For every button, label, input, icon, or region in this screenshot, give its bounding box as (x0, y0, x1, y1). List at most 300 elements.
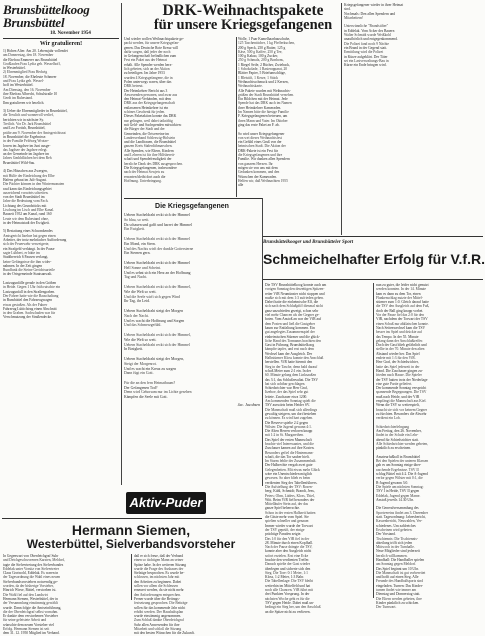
text-line: Kinder pünktlich zu schicken. (376, 600, 420, 605)
text-line: entlassenen Heimkehrer ist ein (124, 105, 169, 110)
text-line: verdient ein Lob. (376, 416, 401, 421)
hermann-col1-text (3, 554, 129, 636)
text-line: reiter VfR Neumünster nicht stoppen und (265, 291, 325, 296)
masthead (3, 3, 113, 29)
text-line: sofort erzielen. Erst eine Ecke (265, 553, 309, 558)
text-line: 60. Minute gelang dem Linksaußen (265, 373, 317, 378)
text-line: in der Ortsgemeinde Staatsanwalt. (3, 272, 53, 277)
text-line: doch der Ball ging knapp vorbei. (376, 308, 424, 313)
text-line: mit 1:2 in St. Margarethen. (265, 433, 304, 438)
text-line: Itzehoe, der das Spiel sehr gut (265, 390, 309, 395)
drk-col1-text (124, 37, 234, 183)
text-line: boten. Vom Anstoß an war der VfR auf (265, 317, 322, 322)
text-line: Das 1:0 für den VfR fiel in der (265, 536, 310, 541)
text-line: schoß Meier zum 2:1 ein. In der (265, 368, 312, 373)
text-line: Verschmutzung der Straßendecke. (3, 315, 52, 320)
text-line: Da schauen und gafft und harret der Himmel (124, 222, 192, 227)
text-line: Und es wacht ein Kreuz zu sorgen (124, 366, 177, 371)
text-line: in der Heimatstadt der Ewigkeit. (3, 220, 50, 225)
text-line: VfR, nachdem der Torwart der TSV (376, 317, 428, 322)
text-line: Familie. Wir danken allen Spendern (238, 157, 290, 162)
section-rule (263, 279, 483, 280)
text-line: Die Generalversammlung des (376, 506, 419, 511)
drk-headline-2: für unsere Kriegsgefangenen (153, 17, 333, 33)
text-line: TSV I in Heide, TSV II gegen (376, 489, 420, 494)
text-line: den Arbeiten zu beginnen. Dabei (134, 579, 182, 584)
text-line: drei Punkten Vorsprung. In der (265, 592, 310, 597)
text-line: in Heide. Gegen 1 Uhr früh rutschte ein (3, 285, 61, 290)
text-line: in Kürze aufgeklärt. Der Täter (344, 54, 388, 59)
text-line: prächtige Paraden zeigte. (265, 532, 302, 537)
text-line: Witt. Beim VfR fiel besonders der (265, 497, 315, 502)
text-line: braucht sie sich vor keinem Gegner (376, 407, 427, 412)
text-line: Vor der Pause fiel das 2:0 für den (376, 313, 424, 318)
text-line: ihre Ehefrau Albrecht, Schulstraße 10 (3, 91, 58, 96)
sport-column-2 (376, 283, 483, 610)
drk-column-2 (238, 37, 338, 187)
text-line: den Heimat-Verbänden, mit dem (124, 97, 171, 102)
text-line: nach der Heimat Sowjets zu (124, 170, 165, 175)
text-line: Abstand wieder her. Das Spiel (376, 351, 420, 356)
text-line: worden, da der bisherige Vorsteher, (3, 584, 54, 589)
text-line: Leute wir dem Ruhestand ohne, (3, 216, 49, 221)
text-line: eingeladen. Turnen: Das Kinder- (376, 583, 424, 588)
text-line: liche Hand des Tormanns brachten den (265, 338, 321, 343)
text-line: der Versammlung einstimmig gewählt (3, 601, 58, 606)
text-line: Dabei hatte die einheimische Elf, die (265, 300, 319, 305)
text-line: 100 g Kakao, 100 g Zucker, (238, 54, 279, 59)
text-line: So wird unser Kriegsgefangener (238, 131, 285, 136)
text-line: genen. Das Deutsche Rote Kreuz will (124, 45, 179, 50)
text-line: DRK-Pakete ist ein Fest für (238, 148, 278, 153)
text-line: Kämpfen die Seele mit Gott. (124, 395, 168, 400)
text-line: von der Stadt Brunsbüttel im (3, 195, 45, 200)
text-line: herzlich willkommen. (376, 553, 408, 558)
text-line: Wenn die TSV so weiterspielt, (376, 403, 420, 408)
text-line: einheimischen Stürmer und die glück- (265, 334, 320, 339)
text-line: Treilich. Vor Dr. Jark Brunsbüttel (3, 122, 52, 127)
text-line: das Jagdsee der Jagdsee erlegt. (3, 147, 48, 152)
hermann-col2-text (134, 554, 260, 636)
text-line: sich der Feuerwehr verweigerte, (3, 242, 50, 247)
text-line: Hand. Die Zuschauer gingen zu- (376, 368, 423, 373)
text-line: dafür sorgen, daß jeder der noch (124, 49, 171, 54)
text-line: Claus Grotwohl, Eddelak. Es waren in (3, 571, 59, 576)
text-line: einen so tüchtigen Mann an seiner (134, 558, 184, 563)
text-line: Lischung im Lisch und Elbe Kanal. (3, 207, 55, 212)
text-line: Im Namen bitte die hiesige Familie (238, 110, 289, 115)
text-line: werden konnten. In der 14. Minute (376, 287, 427, 292)
text-line: das Tempo. In der 55. Minute (376, 334, 419, 339)
text-line: Spende hat das DRK auch im Namen (238, 101, 292, 106)
text-line: Flankenschlag nutzte der Mittel- (376, 295, 423, 300)
text-line: 3) Ueber die Ehrenmitglieder in Brunsbüttel, (3, 109, 68, 114)
text-line: gewaltig steigern, um dort bestehen (265, 411, 317, 416)
text-line: Ein Sternen gern. (124, 251, 151, 256)
text-line: Hermann Siemen, Westerbüttel, der in (3, 596, 58, 601)
text-line: Anwesenden personen, und zwar aus (124, 92, 178, 97)
text-line: Jahres Gmbhflächen bei dem Reh (3, 156, 52, 161)
text-line: Danach spielte der Gast wieder (265, 562, 310, 567)
text-line: für seine geleistete Arbeit und (3, 618, 47, 623)
text-line: Sielzüge besprochen. Es wurde be- (134, 571, 185, 576)
text-line: Anstoß jeweils 14.30 Uhr. (376, 497, 414, 502)
text-line: Uebern Stacheldraht reckt sich der Himmel (124, 260, 190, 265)
text-line: von ganzem Herzen. Ihr (238, 161, 273, 166)
text-line: empfängt die Mannschaft aus Kiel. (376, 399, 427, 404)
text-line: Uebern Stacheldraht reckt sich der Himmel (124, 342, 190, 347)
text-line: verlor gegen Wilster mit 0:1, die (376, 476, 423, 481)
text-line: 1 Bleistift, 1 Kerze, 1 Stück (238, 75, 279, 80)
text-line: Amateurfußball in Brunsbüttel (376, 454, 421, 459)
text-line: in Brunsbüttel die Ergebnisse. (3, 134, 47, 139)
text-line: und die Landfrauen, die Brunsbüttel (124, 140, 176, 145)
text-line: Am Dienstag, den 16. November (3, 87, 51, 92)
text-line: Die Eltern werden gebeten, ihre (376, 596, 422, 601)
text-line: weiterhin im Mittelfeld und hat (265, 583, 311, 588)
text-line: Uebern Stacheldraht steigt der Morgen (124, 308, 183, 313)
text-line: B-Jugend gewann 3:0. (376, 480, 409, 485)
text-line: Ihr Tag, ihr Leid. (124, 299, 150, 304)
text-line: Peters; Ohm, Lüders, Kloss, Thiel, (265, 493, 315, 498)
text-line: erneuert werden, da sie nicht mehr (134, 588, 184, 593)
text-line: die der Oberdeichgraf selbst vornahm. (3, 609, 59, 614)
text-line: und Deichgeschworenen Karsten, Meldorf, (3, 558, 65, 563)
text-line: heimischen Stadt. Die Aktion der (238, 144, 286, 149)
text-line: pünktlich zu erscheinen. (376, 446, 412, 451)
text-line: Für die an den fern Heimatbaum? (124, 380, 176, 385)
text-line: gelang dann der Anschlußtreffer. (376, 338, 424, 343)
hermann-headline-2: Westerbüttel, Sielverbandsvorsteher (26, 537, 236, 551)
text-line: unaufhörlich und entgegenkommend. (344, 37, 398, 42)
text-line: Der Fahrer hatte wie die Bauschaltung (3, 293, 59, 298)
column-divider (121, 3, 122, 485)
text-line: sind. (344, 7, 351, 12)
text-line: lich gebeten, sich an der Aktion (124, 67, 170, 72)
text-line: Uebern Stacheldraht steigt der Morgen, (124, 356, 184, 361)
text-line: lowen im Jagdsee im Juni ausge- (3, 143, 51, 148)
text-line: 1 Schokolade, 1 Rasierapparat, 20 (238, 67, 288, 72)
text-line: Er dankte dem verstorbenen Vorsteher (3, 614, 58, 619)
text-line: Wie die Welt so weit. (124, 337, 157, 342)
text-line: Lastzugunfall in den Straßengraben. (3, 289, 56, 294)
text-line: Eddelak, Jugend gegen Marne. (376, 493, 421, 498)
text-line: Walter Schmidt wurde Weißkohl (344, 33, 391, 38)
text-line: Ein Ewigkeit. (124, 227, 145, 232)
text-line: sagte Lübbert, er hätte im (3, 250, 40, 255)
text-line: festsetzung gesprochen. Die Beiträge (134, 601, 188, 606)
hermann-column-1 (3, 554, 129, 636)
text-line: überlegen und sicherte sich den (265, 566, 311, 571)
text-line: Uebern Stacheldraht reckt sich der Himmel, (124, 284, 191, 289)
text-line: ganzen Kreis Süderdithmarschen. (124, 144, 173, 149)
text-line: Dieses Paketaktion konnte das DRK (124, 114, 177, 119)
text-line: Der Halbrechte vergab zwei gute (265, 463, 313, 468)
text-line: die Bürger der Stadt und der (124, 127, 165, 132)
text-line: stürmer zum 1:0. Gleich darauf hatte (376, 300, 429, 305)
text-line: Wie die Welt so weit. (124, 289, 157, 294)
text-line: Nach der Pause drängte die TSV, (265, 545, 313, 550)
text-line: die Kriegsgefangenen und ihre (238, 153, 283, 158)
text-line: schaft und Spendefreudigkeit der (124, 157, 172, 162)
text-line: Die TSV Brunsbüttelkoog konnte auch am (265, 283, 327, 287)
text-line: Das Spiel beginnt um 10 Uhr. (376, 566, 419, 571)
text-line: einen Schuß nur abklatschen konnte. (376, 321, 429, 326)
text-line: Freunde des Handballsports sind (376, 579, 424, 584)
text-line: Kloss, 1:2 Meier, 1:3 Bahr. (265, 575, 304, 580)
text-line: Blätter Papier, 5 Briefumschläge, (238, 71, 286, 76)
text-line: Rundfunk die Steine Gerichtsurteile (3, 268, 55, 273)
text-line: Landesverband Schleswig-Holstein (124, 135, 175, 140)
text-line: Schiedsrichter war Herr Graf, (265, 386, 308, 391)
text-line: Gast in Führung. Brunsbüttelkoog (265, 343, 315, 348)
text-line: Arbeiter, der trotz mehrfacher Aufforderung (3, 238, 67, 243)
text-line: Hell Sonne und Scheint. (124, 265, 161, 270)
text-line: Gelegenheiten. Mit etwas mehr Glück (265, 467, 320, 472)
text-line: mußte sich mit dem 1:3 zufrieden geben. (265, 295, 324, 300)
text-line: Alle Pakete wurden mit Weihnachts- (238, 88, 291, 93)
text-line: Sieg. Die Tore: 0:1 Meier, 1:1 (265, 570, 308, 575)
text-line: Käse, 500 g Kaffee, 250 g Tee, (238, 49, 283, 54)
ad-text: Aktiv-Puder (129, 495, 203, 510)
text-line: Das Spiel der ersten Mannschaft (265, 437, 312, 442)
text-line: Und die Seele wirft sich gegen Wind (124, 294, 180, 299)
text-line: den Anforderungen entsprechen. (134, 592, 181, 597)
section-rule (263, 236, 483, 237)
text-line: Brunsbüttel Wild-Sau. (3, 160, 36, 165)
text-line: Suhr allen Anwesenden für ihre (134, 622, 180, 627)
text-line: Mitarbeit und schloß die Sitzung (134, 627, 182, 632)
text-line: Die Pächter können in den Wintermonaten (3, 182, 65, 187)
hermann-headline (2, 523, 260, 551)
text-line: ganze Spiel beherrschte. (265, 506, 301, 511)
text-line: hat sich achtbar geschlagen. (265, 381, 306, 386)
text-line: Kassenbericht, Neuwahlen, Ver- (376, 519, 423, 524)
text-line: frieden nach Hause. Die Spieler (376, 373, 422, 378)
text-line: Großlaufen Frau Lydia geb. Wesselhoff, (3, 61, 61, 66)
text-line: Amtsgericht Itzehoe hat gegen einen (3, 233, 56, 238)
text-line: nächsten Woche geht es für die (265, 596, 310, 601)
text-line: wurde einstimmig angenommen. (134, 614, 182, 619)
text-line: daß er sich freue, daß der Verband (134, 554, 184, 558)
text-line: Hoffnung. Unterbringung. (124, 178, 162, 183)
text-line: TSV gegen Heide. Dabei muß un- (265, 600, 315, 605)
text-line: turnen findet wie immer am (376, 588, 417, 593)
text-line: hoff im Westerbüttel. (3, 83, 34, 88)
text-line: ganz unzufrieden gezeigt, schon sehr (265, 308, 319, 313)
text-line: und Lehrern ist für ihre Hilfsbereit- (124, 153, 175, 158)
text-line: Sieg in der Tasche, denn bald darauf (265, 364, 318, 369)
hermann-headline-1: Hermann Siemen, (71, 522, 191, 538)
text-line: konnte aber den Ausgleich nicht (265, 549, 312, 554)
text-line: hatte das Spiel jederzeit in der (376, 364, 420, 369)
drk-headline (146, 3, 340, 33)
text-line: nun zu guter, die leider nicht genutzt (376, 283, 429, 287)
text-line: 250 g Schmalz, 200 g Bonbons, (238, 58, 284, 63)
sport-headline: Schmeichelhafter Erfolg für V.f.R. (263, 251, 485, 267)
column-divider (341, 3, 342, 235)
text-line: Gedanken kommen, und den (238, 170, 280, 175)
text-line: Fahrzeug Lüttichtrag einen Abschnitt (3, 306, 57, 311)
text-line: nahmen. In der Zeit gingen (3, 263, 43, 268)
text-line: schönes Geschenk für jeden. (124, 110, 166, 115)
masthead-date: 18. November 1954 (50, 31, 91, 36)
text-line: am Donnerstag, den 18. November (3, 53, 54, 58)
text-line: Die Alten Herren verloren knapp (265, 429, 313, 434)
drk-column-1 (124, 37, 234, 183)
sport-col2-text (376, 283, 483, 610)
text-line: sollen vor allem die Schleusen (134, 584, 178, 589)
text-line: Bauzeit 1952 am Kanal, rund 160 (3, 212, 52, 217)
text-line: sich nach dem Schlußpfiff diesmal nicht (265, 304, 323, 309)
text-line: der TSV hatten trotz der Niederlage (376, 377, 428, 382)
text-line: Alle Spenden, wie Eltern, Kindern (124, 148, 174, 153)
text-line: abteilung trifft sich jeden (376, 540, 413, 545)
text-line: Immer wieder wurde der Torwart (265, 523, 313, 528)
text-line: statt. Tagesordnung: Jahresbericht, (376, 515, 426, 520)
text-line: Am kommenden Sonntag spielt die (265, 399, 316, 404)
text-line: Wechsel kam der Ausgleich. Der (265, 351, 313, 356)
text-line: dem 31. 12. 1950 Mitglied im Verband. (3, 631, 60, 636)
text-line: Uebern Stacheldraht reckt sich der Himmel (124, 236, 190, 241)
text-line: abend für Schiedsrichter statt. (376, 437, 419, 442)
text-line: Sielverbandsvorstehers notwendig ge- (3, 579, 58, 584)
text-line: raschende Ergebnisse. TSV II (376, 467, 419, 472)
text-line: Die Tabellenlage: Die TSV bleibt (265, 579, 314, 584)
text-line: berichten wir in nächster Sy. (3, 117, 44, 122)
text-line: Neue Mitglieder sind jederzeit (376, 549, 420, 554)
text-line: Der kommende Sonntag verspricht (376, 386, 427, 391)
text-line: DRK aus der Kriegsgefangenschaft (124, 101, 175, 106)
text-line: Mittwoch in der Turnhalle. (376, 545, 415, 550)
text-line: stellte in der 70. Minute den alten (376, 347, 425, 352)
text-line: ging das erste Paket an F. ab. (238, 122, 280, 127)
sport-column-1 (265, 283, 371, 614)
sport-kicker: Brunsbüttelkooger und Brunsbütteler Sport (263, 240, 354, 245)
text-line: Spitze habe. In der weiteren Sitzung (134, 562, 187, 567)
text-line: und Frau Lydia geb. Wessel- (3, 79, 45, 84)
text-line: Mittelläufer Stein auf, der das (265, 502, 309, 507)
text-line: 4) Das Häuschen aus Zwergen, (3, 169, 48, 174)
text-line: Weihnachtskarte. (238, 84, 263, 89)
text-line: Und wieder wollen Weihnachtspakete ge- (124, 37, 184, 41)
text-line: kaum zur Entfaltung kommen. Ein (265, 325, 315, 330)
text-line: So blau, so weit. (124, 217, 150, 222)
text-line: Bei den Spielen der unteren Klassen (376, 459, 429, 464)
text-line: etwas gestoßen. Als der Fahrer (3, 302, 48, 307)
text-line: am Sonntag gegen Meldorf. (376, 562, 417, 567)
text-line: Ihm gratulieren wir herzlich. (3, 100, 45, 105)
section-rule (124, 198, 262, 199)
text-line: Erscheinen wird gebeten. (376, 527, 413, 532)
text-line: 2) Ehrenmitglied Frau Hedwig (3, 70, 48, 75)
text-line: an die Spitze nicht zu verlieren. (265, 609, 311, 614)
text-line: Handball: Die Handballer spielen (376, 558, 425, 562)
text-line: brachte den verdienten Treffer. (265, 558, 310, 562)
right-top-text (344, 3, 482, 67)
text-line: Der Gefangenen Tod? (124, 385, 158, 390)
text-line: besser ins Spiel und drückte auf (376, 330, 422, 335)
text-line: Und es wacht die Hoffnung und Sorgen (124, 318, 185, 323)
text-line: Mitarbeitern! (344, 15, 364, 20)
text-line: erhöht werden. Der Haushaltsplan (134, 609, 184, 614)
text-line: 28. Minute durch einen Kopfball. (265, 540, 314, 545)
aktiv-puder-ad (126, 492, 206, 514)
text-line: Zuschauer kamen auf ihre Kosten. (265, 446, 315, 451)
text-line: Die Mannschaft ist gut vorbereitet (376, 570, 426, 575)
text-line: sei ein Lastverwaltungs-Bau in (344, 58, 389, 63)
text-line: Unterwünnliche "Brandstifter" (344, 24, 389, 29)
text-line: wäre ein Unentschieden möglich (265, 472, 313, 477)
text-line: leitete. Zuschauer etwa 1200. (265, 394, 308, 399)
text-line: ausreichend vorwärts schreiten. (3, 190, 49, 195)
text-line: Der Vorstand. (376, 532, 396, 537)
text-line: Wünschen der Kameraden. (238, 174, 278, 179)
masthead-line-2: Brunsbüttel (3, 15, 65, 30)
text-line: schaft, die das Tor sauber hielt. (265, 454, 310, 459)
text-line: und hofft auf einen Sieg. Alle (376, 575, 419, 580)
text-line: mit Geld- und Sachspenden mitwirkten: (124, 122, 182, 127)
text-line: in den Graben. Sachschaden war für (3, 311, 56, 316)
text-line: Nochmals: Den allen Spendern und (344, 11, 396, 16)
text-line: gut angelegtes Zusammenspiel der (265, 330, 315, 335)
text-line: Herr Graf, der Schiedsrichter, (376, 360, 419, 365)
text-line: Im Sturm fehlte der Zusammenhalt. (265, 459, 317, 464)
text-line: vorigen Sonntag den derzeitigen Spitzen- (265, 287, 325, 292)
text-line: schlossen, im nächsten Jahr mit (134, 575, 180, 580)
text-line: bedingt ein Sieg her, um den Anschluß (265, 605, 321, 610)
text-line: Tag und Nacht. (124, 275, 148, 280)
text-line: Helfen wir, daß Weihnachten 1955 (238, 178, 288, 183)
text-line: in Eddelak. Vom Acker des Bauern (344, 28, 395, 33)
text-line: in der Familie Feldweg Wrotze- (3, 139, 49, 144)
text-line: brachte viel Interessantes, und die (265, 441, 314, 446)
text-line: Halbstürmer Kloss konnte den Anschluß (265, 356, 324, 361)
text-line: Wilster. Die Jugend gewann 4:1. (265, 424, 312, 429)
column-divider (373, 283, 374, 598)
text-line: die TSV den Ausgleich auf dem Fuß, (376, 304, 430, 309)
text-line: herzliche Dank des DRK ausgesprochen. (124, 161, 183, 166)
text-line: kam es dann zu dem Tor, einen (376, 291, 421, 296)
text-line: erhält. Alle Spender werden herz- (124, 62, 173, 67)
text-line: schiedenes. Um zahlreiches (376, 523, 416, 528)
poem-author: Jac. Jacobsen (237, 402, 260, 408)
text-line: gab es am Sonntag einige über- (376, 463, 422, 468)
text-line: endete mit 1:3 für den VfR. (376, 356, 416, 361)
text-line: die Treulich und wonnevoll verlief, (3, 113, 54, 118)
text-line: packt werden, für unsere Kriegsgefan- (124, 41, 180, 46)
text-line: Dienstag und Donnerstag statt. (376, 592, 421, 597)
text-line: schlug Büttel mit 4:2. Die A-Jugend (376, 472, 428, 477)
text-line: Jahre die Bedeutung vom Fach. (3, 199, 49, 204)
text-line: in Bunsbüttel den Fahrzeugwagen (3, 298, 53, 303)
text-line: wünschte dem neuen Vorsteher viel (3, 622, 54, 627)
sport-col1-text (265, 283, 371, 614)
text-line: die Ehefrau Emmerer aus Brunsbüttel (3, 57, 58, 62)
text-line: Erfolg. Hermann Siemen ist seit (3, 627, 50, 632)
text-line: wurden 4 Kriegsgefangene, die in (124, 75, 173, 80)
text-line: Ferner wurde über die Beitrags- (134, 596, 180, 601)
text-line: wurde die Frage des Ausbaues der (134, 566, 184, 571)
text-line: spielten schneller und genauer. (265, 519, 310, 524)
text-line: Wolle, 1 Paar Kamelhaarhauschuhe, (238, 37, 291, 41)
text-line: alle (238, 183, 244, 188)
poem-text (124, 213, 260, 400)
text-line: wurde. Dann folgte die Amtseinführung, (3, 605, 62, 610)
text-line: Die Kriegsgefangenen, insbesondere (124, 165, 177, 170)
text-line: ihren Mann und Vater. Im Oktober (238, 118, 288, 123)
text-line: gewesen. So aber blieb es beim (265, 476, 311, 481)
